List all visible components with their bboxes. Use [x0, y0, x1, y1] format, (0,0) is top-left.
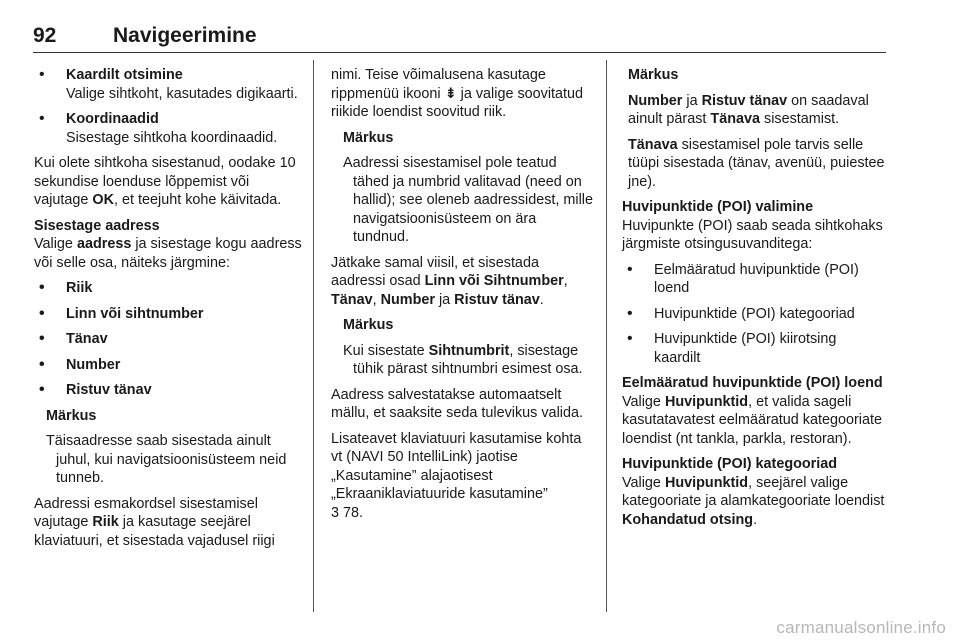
- note: Märkus Number ja Ristuv tänav on saadaval ainult pärast Tänava sisestamist. Tänava sisestamisel pole tarvis selle tüüpi sisestada (tänav, avenüü, puiestee jne).: [628, 67, 885, 190]
- section-heading: Sisestage aadress: [34, 217, 160, 234]
- section-heading: Eelmääratud huvipunktide (POI) loend: [622, 375, 883, 391]
- paragraph: Valige Huvipunktid, seejärel valige kategooriate ja alamkategooriate loendist Kohandatud otsing.: [622, 474, 885, 528]
- list-item: • Huvipunktide (POI) kategooriad: [622, 305, 886, 324]
- list-item: • Huvipunktide (POI) kiirotsing kaardilt: [622, 330, 886, 367]
- list-item: • Riik: [34, 279, 304, 298]
- note: Märkus Aadressi sisestamisel pole teatud tähed ja numbrid valitavad (need on hallid); see oleneb aadressidest, mille navigatsioonisüsteem on ära tundnud.: [343, 129, 593, 245]
- list-item: • Ristuv tänav: [34, 381, 304, 400]
- paragraph: Valige Huvipunktid, et valida sageli kasutatavatest eelmääratud kategooriate loendist (nt tankla, parkla, restoran).: [622, 393, 882, 447]
- page-title: Navigeerimine: [113, 24, 257, 47]
- column-2: [331, 66, 593, 529]
- paragraph: Valige aadress ja sisestage kogu aadress või selle osa, näiteks järgmine:: [34, 236, 302, 271]
- dropdown-icon: ⇟: [444, 85, 457, 102]
- watermark: carmanualsonline.info: [776, 618, 946, 637]
- column-divider: [606, 60, 607, 612]
- note: Märkus Kui sisestate Sihtnumbrit, sisestage tühik pärast sihtnumbri esimest osa.: [343, 317, 583, 377]
- paragraph: Huvipunkte (POI) saab seada sihtkohaks järgmiste otsingusuvanditega:: [622, 217, 883, 252]
- page-reference: 3 78.: [331, 504, 364, 521]
- paragraph: nimi. Teise võimalusena kasutage rippmenüü ikooni ⇟ ja valige soovitatud riikide loendist soovitud riik.: [331, 67, 584, 120]
- column-1: [34, 66, 304, 557]
- list-item: • Kaardilt otsimine Valige sihtkoht, kasutades digikaarti.: [34, 66, 304, 103]
- paragraph: Kui olete sihtkoha sisestanud, oodake 10 sekundise loenduse lõppemist või vajutage OK, et teejuht kohe käivitada.: [34, 155, 296, 208]
- list-item: • Eelmääratud huvipunktide (POI) loend: [622, 261, 886, 298]
- section-heading: Huvipunktide (POI) valimine: [622, 199, 814, 215]
- column-divider: [313, 60, 314, 612]
- paragraph: Aadressi esmakordsel sisestamisel vajutage Riik ja kasutage seejärel klaviatuuri, et sisestada vajadusel riigi: [34, 495, 275, 549]
- paragraph: Lisateavet klaviatuuri kasutamise kohta vt (NAVI 50 IntelliLink) jaotise „Kasutamine” alajaotisest „Ekraaniklaviatuuride kasutamine” 3 78.: [331, 430, 582, 521]
- list-item: • Koordinaadid Sisestage sihtkoha koordinaadid.: [34, 110, 304, 147]
- paragraph: Jätkake samal viisil, et sisestada aadressi osad Linn või Sihtnumber, Tänav, Number ja Ristuv tänav.: [331, 254, 568, 308]
- list-item: • Linn või sihtnumber: [34, 305, 304, 324]
- section-heading: Huvipunktide (POI) kategooriad: [622, 456, 838, 472]
- page-number: 92: [33, 24, 57, 47]
- list-item: • Number: [34, 356, 304, 375]
- list-item: • Tänav: [34, 330, 304, 349]
- note: Märkus Täisaadresse saab sisestada ainult juhul, kui navigatsioonisüsteem neid tunneb.: [46, 407, 287, 486]
- paragraph: Aadress salvestatakse automaatselt mällu, et saaksite seda tulevikus valida.: [331, 386, 583, 421]
- page-header: [33, 22, 886, 53]
- column-3: [622, 66, 886, 536]
